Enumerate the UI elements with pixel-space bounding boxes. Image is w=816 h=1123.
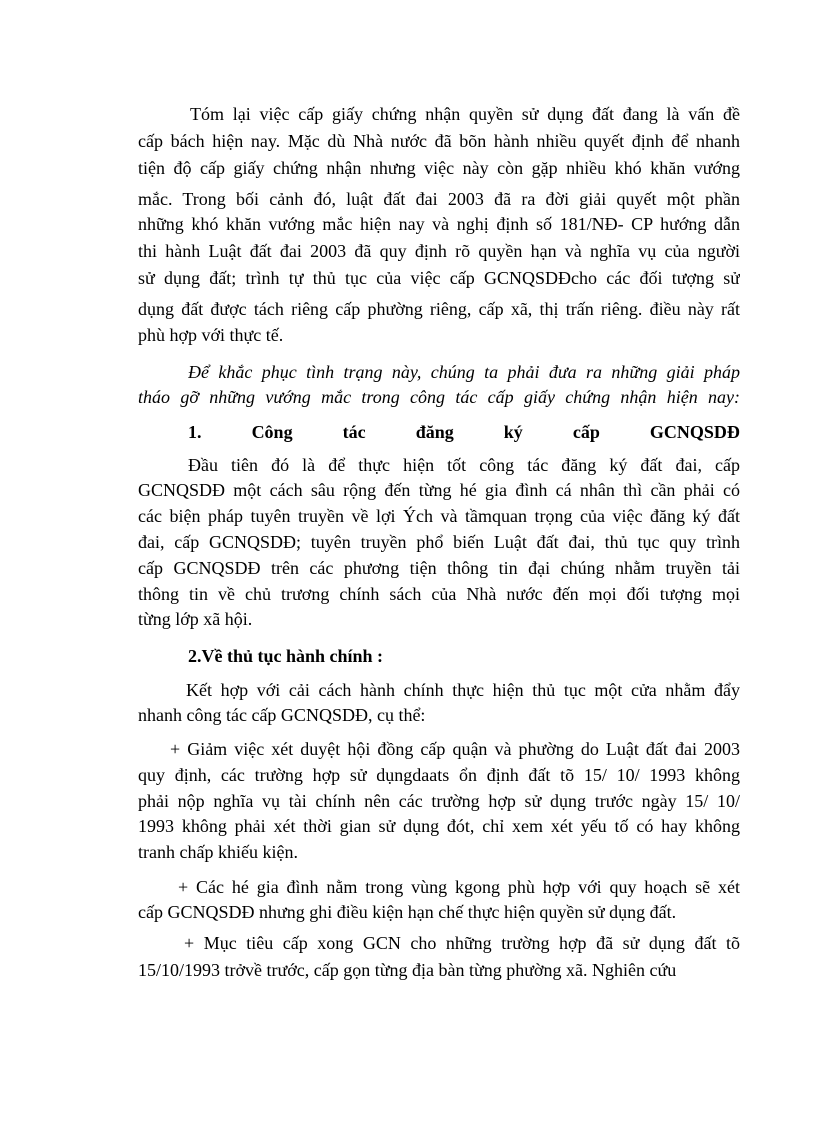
paragraph-1-line-3: tiện độ cấp giấy chứng nhận nhưng việc này còn gặp nhiều khó khăn vướng [138,158,740,178]
paragraph-3-line-3: các biện pháp tuyên truyền về lợi Ých và tầmquan trọng của việc đăng ký đất [138,506,740,526]
heading-1-word: Công [251,422,293,442]
paragraph-5-line-4: 1993 không phải xét thời gian sử dụng đót, chỉ xem xét yếu tố có hay không [138,816,740,836]
paragraph-3-line-4: đai, cấp GCNQSDĐ; tuyên truyền phổ biến Luật đất đai, thủ tục quy trình [138,532,740,552]
paragraph-6-line-1: + Các hé gia đình nằm trong vùng kgong phù hợp với quy hoạch sẽ xét [178,877,740,897]
paragraph-3-line-5: cấp GCNQSDĐ trên các phương tiện thông tin đại chúng nhằm truyền tải [138,558,740,578]
paragraph-4-line-1: Kết hợp với cải cách hành chính thực hiện thủ tục một cửa nhằm đẩy [186,680,740,700]
paragraph-2-line-1: Để khắc phục tình trạng này, chúng ta phải đưa ra những giải pháp [188,362,740,382]
section-heading-1 [188,421,740,443]
paragraph-6-line-2: cấp GCNQSDĐ nhưng ghi điều kiện hạn chế thực hiện quyền sử dụng đất. [138,902,677,922]
section-heading-2: 2.Về thủ tục hành chính : [188,646,384,666]
heading-1-word: đăng [415,422,454,442]
heading-1-word: 1. [188,422,202,442]
paragraph-3-line-2: GCNQSDĐ một cách sâu rộng đến từng hé gia đình cá nhân thì cần phải có [138,480,740,500]
paragraph-5-line-5: tranh chấp khiếu kiện. [138,842,298,862]
paragraph-5-line-3: phải nộp nghĩa vụ tài chính nên các trường hợp sử dụng trước ngày 15/ 10/ [138,791,740,811]
paragraph-3-line-6: thông tin về chủ trương chính sách của Nhà nước đến mọi đối tượng mọi [138,584,740,604]
paragraph-1-line-1: Tóm lại việc cấp giấy chứng nhận quyền sử dụng đất đang là vấn đề [190,104,740,124]
paragraph-1-line-5: những khó khăn vướng mắc hiện nay và nghị định số 181/NĐ- CP hướng dẫn [138,214,740,234]
paragraph-4-line-2: nhanh công tác cấp GCNQSDĐ, cụ thể: [138,705,426,725]
paragraph-1-line-8: dụng đất được tách riêng cấp phường riêng, cấp xã, thị trấn riêng. điều này rất [138,299,740,319]
paragraph-1-line-6: thi hành Luật đất đai 2003 đã quy định rõ quyền hạn và nghĩa vụ của người [138,241,740,261]
paragraph-5-line-2: quy định, các trường hợp sử dụngdaats ổn định đất tõ 15/ 10/ 1993 không [138,765,740,785]
paragraph-1-line-7: sử dụng đất; trình tự thủ tục của việc cấp GCNQSDĐcho các đối tượng sử [138,268,740,288]
paragraph-7-line-2: 15/10/1993 trởvề trước, cấp gọn từng địa bàn từng phường xã. Nghiên cứu [138,960,677,980]
paragraph-1-line-9: phù hợp với thực tế. [138,325,284,345]
paragraph-1-line-2: cấp bách hiện nay. Mặc dù Nhà nước đã bõn hành nhiều quyết định để nhanh [138,131,740,151]
heading-1-word: GCNQSDĐ [649,422,740,442]
paragraph-5-line-1: + Giảm việc xét duyệt hội đồng cấp quận và phường do Luật đất đai 2003 [170,739,740,759]
heading-1-word: tác [342,422,366,442]
paragraph-2-line-2: tháo gỡ những vướng mắc trong công tác cấp giấy chứng nhận hiện nay: [138,387,740,407]
heading-1-word: ký [503,422,523,442]
paragraph-1-line-4: mắc. Trong bối cảnh đó, luật đất đai 2003 đã ra đời giải quyết một phần [138,189,740,209]
paragraph-3-line-7: từng lớp xã hội. [138,609,253,629]
paragraph-3-line-1: Đầu tiên đó là để thực hiện tốt công tác đăng ký đất đai, cấp [188,455,740,475]
heading-1-word: cấp [572,422,600,442]
paragraph-7-line-1: + Mục tiêu cấp xong GCN cho những trường hợp đã sử dụng đất tõ [184,933,740,953]
